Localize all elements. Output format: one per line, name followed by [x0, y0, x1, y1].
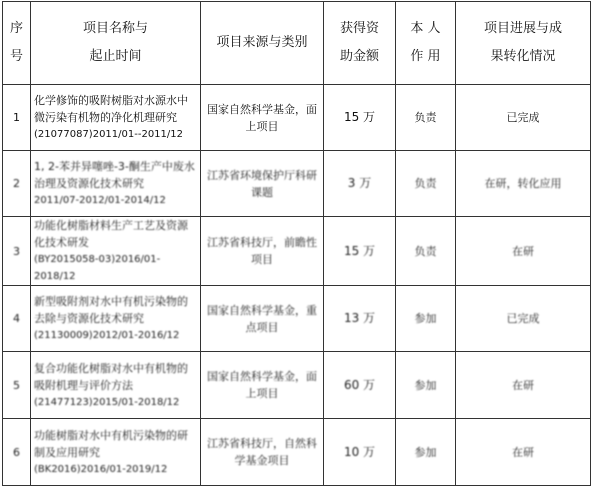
table-header-row	[3, 2, 591, 85]
row-no: 4	[3, 286, 31, 352]
row-name-period	[31, 352, 201, 419]
row-progress: 在研，转化应用	[456, 151, 591, 217]
row-source: 江苏省科技厅，自然科学基金项目	[201, 419, 324, 486]
row-name-period	[31, 286, 201, 352]
row-progress: 在研	[456, 217, 591, 286]
row-role: 负责	[396, 151, 456, 217]
header-source	[201, 2, 324, 85]
table-row	[3, 151, 591, 217]
header-progress	[456, 2, 591, 85]
row-no: 1	[3, 85, 31, 151]
row-source: 江苏省环境保护厅科研课题	[201, 151, 324, 217]
row-role: 参加	[396, 286, 456, 352]
table-row	[3, 85, 591, 151]
row-no: 5	[3, 352, 31, 419]
row-progress: 已完成	[456, 286, 591, 352]
row-role: 参加	[396, 352, 456, 419]
row-source: 江苏省科技厅，前瞻性项目	[201, 217, 324, 286]
table-row	[3, 419, 591, 486]
row-name: 化学修饰的吸附树脂对水源水中微污染有机物的净化机理研究	[34, 94, 188, 124]
row-name: 功能化树脂材料生产工艺及资源化技术研发	[34, 219, 188, 249]
header-source-text: 项目来源与类别	[216, 35, 308, 50]
header-progress-text: 项目进展与成 果转化情况	[483, 21, 562, 64]
row-period: (21130009)2012/01-2016/12	[34, 330, 180, 341]
row-role: 负责	[396, 217, 456, 286]
header-role-text: 本 人 作 用	[410, 21, 441, 64]
row-name: 复合功能化树脂对水中有机物的吸附机理与评价方法	[34, 361, 188, 392]
row-no: 3	[3, 217, 31, 286]
row-no: 6	[3, 419, 31, 486]
row-funding: 15 万	[324, 217, 396, 286]
row-no: 2	[3, 151, 31, 217]
row-progress: 在研	[456, 419, 591, 486]
header-name-period	[31, 2, 201, 85]
row-source: 国家自然科学基金，面上项目	[201, 352, 324, 419]
row-name: 新型吸附剂对水中有机污染物的去除与资源化技术研究	[34, 295, 188, 325]
row-name-period	[31, 85, 201, 151]
project-table	[2, 1, 591, 486]
header-no	[3, 2, 31, 85]
row-period: (21477123)2015/01-2018/12	[34, 396, 180, 408]
header-funding-text: 获得资 助金额	[339, 21, 379, 64]
row-period: (21077087)2011/01--2011/12	[34, 129, 184, 140]
row-name-period	[31, 419, 201, 486]
header-funding	[324, 2, 396, 85]
row-progress: 已完成	[456, 85, 591, 151]
row-role: 参加	[396, 419, 456, 486]
table-row	[3, 286, 591, 352]
row-name-period	[31, 217, 201, 286]
row-period: (BK2016)2016/01-2019/12	[34, 463, 168, 475]
row-source: 国家自然科学基金，重点项目	[201, 286, 324, 352]
row-funding: 10 万	[324, 419, 396, 486]
row-name: 1, 2-苯并异噻唑-3-酮生产中废水治理及资源化技术研究	[34, 160, 195, 190]
row-role: 负责	[396, 85, 456, 151]
header-name-period-text: 项目名称与 起止时间	[82, 21, 148, 64]
table-row	[3, 217, 591, 286]
row-funding: 13 万	[324, 286, 396, 352]
row-progress: 在研	[456, 352, 591, 419]
header-no-text: 序 号	[9, 21, 23, 64]
table-row	[3, 352, 591, 419]
row-funding: 3 万	[324, 151, 396, 217]
header-role	[396, 2, 456, 85]
row-period: (BY2015058-03)2016/01-2018/12	[34, 254, 161, 282]
row-funding: 60 万	[324, 352, 396, 419]
row-period: 2011/07-2012/01-2014/12	[34, 195, 166, 206]
row-name-period	[31, 151, 201, 217]
row-funding: 15 万	[324, 85, 396, 151]
row-name: 功能树脂对水中有机污染物的研制及应用研究	[34, 428, 188, 459]
row-source: 国家自然科学基金，面上项目	[201, 85, 324, 151]
